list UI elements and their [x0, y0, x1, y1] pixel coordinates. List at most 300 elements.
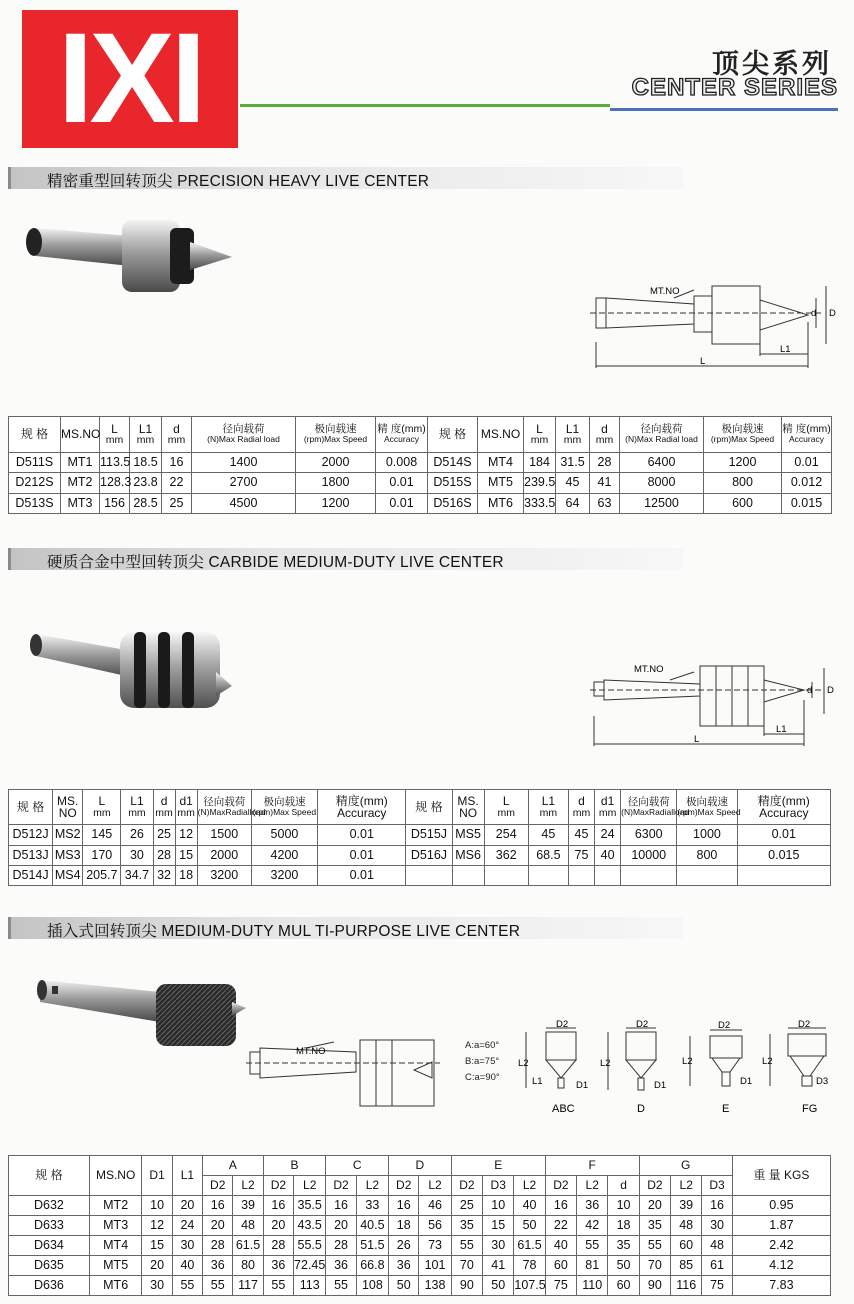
tip-fg-D2: D2 [798, 1019, 811, 1030]
header-spec: 规 格 [9, 417, 61, 453]
drawing-label-D: D [829, 308, 836, 319]
angle-label-b: B:a=75° [465, 1056, 500, 1067]
table-cell: 0.008 [376, 452, 428, 472]
table-cell: D513S [9, 493, 61, 513]
table-row [9, 1276, 831, 1296]
subheader-cell: d [608, 1176, 639, 1196]
subheader-cell: D2 [203, 1176, 233, 1196]
table-cell: 10 [483, 1196, 514, 1216]
header-L1: L1 mm [121, 790, 153, 825]
table-cell: 30 [172, 1236, 202, 1256]
table-cell: 26 [121, 825, 153, 845]
table-cell: 113 [294, 1276, 326, 1296]
tip-abc-D1: D1 [576, 1080, 589, 1091]
table-cell: 800 [677, 845, 737, 865]
table-cell: 60 [608, 1276, 639, 1296]
table-cell: 50 [389, 1276, 419, 1296]
table-cell: 75 [702, 1276, 732, 1296]
table-cell [528, 865, 568, 885]
table-cell: 20 [203, 1216, 233, 1236]
table-cell [737, 865, 830, 885]
table-cell: 24 [172, 1216, 202, 1236]
table-cell: 0.01 [318, 845, 406, 865]
header-group-a: A [203, 1156, 264, 1176]
table-row [9, 452, 832, 472]
tip-type-drawings [518, 1019, 848, 1122]
table-cell: 68.5 [528, 845, 568, 865]
table-cell: 3200 [251, 865, 317, 885]
tip-type-e: E [722, 1103, 730, 1115]
table-cell: 1200 [704, 452, 782, 472]
table-cell: MT1 [61, 452, 100, 472]
table-cell: 184 [524, 452, 556, 472]
table-cell: 55 [639, 1236, 670, 1256]
header-L-right: L mm [484, 790, 528, 825]
table-cell: 0.015 [782, 493, 832, 513]
table-cell: 12 [142, 1216, 172, 1236]
table-cell: MT2 [61, 473, 100, 493]
tip-d-L2: L2 [600, 1058, 611, 1069]
table-cell: 35 [639, 1216, 670, 1236]
table-cell: 12 [175, 825, 197, 845]
table-cell: 156 [100, 493, 130, 513]
carbide-medium-spec-table [8, 789, 831, 886]
table-cell: 108 [356, 1276, 388, 1296]
table-cell: 0.01 [737, 825, 830, 845]
table-cell: 0.01 [376, 473, 428, 493]
table-cell: MT3 [61, 493, 100, 513]
carbide-medium-center-drawing [590, 660, 840, 754]
table-cell: 45 [556, 473, 590, 493]
table-cell: 25 [451, 1196, 482, 1216]
subheader-cell: L2 [233, 1176, 263, 1196]
table-cell: 90 [639, 1276, 670, 1296]
table-cell: 75 [568, 845, 594, 865]
table-cell: 20 [142, 1256, 172, 1276]
table-cell: 1400 [192, 452, 296, 472]
header-L: L mm [100, 417, 130, 453]
table-cell: 73 [419, 1236, 451, 1256]
table-cell: 8000 [620, 473, 704, 493]
header-msno: MS.NO [89, 1156, 142, 1196]
section-title: 硬质合金中型回转顶尖 CARBIDE MEDIUM-DUTY LIVE CENTER [47, 554, 504, 571]
table-cell: 10 [608, 1196, 639, 1216]
table-cell: 15 [483, 1216, 514, 1236]
drawing-label-mt: MT.NO [650, 286, 680, 297]
table-cell: 55.5 [294, 1236, 326, 1256]
table-cell: 30 [142, 1276, 172, 1296]
header-spec-right: 规 格 [406, 790, 452, 825]
table-cell: 128.3 [100, 473, 130, 493]
drawing-label-d: d [807, 685, 813, 696]
table-cell: 239.5 [524, 473, 556, 493]
table-cell: D634 [9, 1236, 90, 1256]
table-cell: 72.45 [294, 1256, 326, 1276]
table-cell: 362 [484, 845, 528, 865]
table-cell: D515S [428, 473, 478, 493]
table-cell: 60 [671, 1236, 702, 1256]
table-cell: MT6 [478, 493, 524, 513]
table-cell: D636 [9, 1276, 90, 1296]
table-cell [568, 865, 594, 885]
table-cell: 6300 [621, 825, 677, 845]
header-D1: D1 [142, 1156, 172, 1196]
table-cell: 64 [556, 493, 590, 513]
table-cell: 26 [389, 1236, 419, 1256]
table-row [9, 1196, 831, 1216]
table-cell: 50 [483, 1276, 514, 1296]
header-msno-right: MS.NO [478, 417, 524, 453]
table-cell: 25 [153, 825, 175, 845]
header-group-b: B [263, 1156, 326, 1176]
table-cell: 18 [175, 865, 197, 885]
header-rule-green [240, 104, 610, 107]
subheader-cell: D3 [483, 1176, 514, 1196]
table-cell: 28 [263, 1236, 293, 1256]
table-cell: 30 [121, 845, 153, 865]
table-cell: D513J [9, 845, 53, 865]
drawing-label-L1: L1 [780, 344, 791, 355]
table-cell: 50 [608, 1256, 639, 1276]
table-cell: 28.5 [130, 493, 162, 513]
table-cell: 16 [389, 1196, 419, 1216]
precision-heavy-center-drawing [590, 282, 840, 380]
header-L1: L1 mm [130, 417, 162, 453]
subheader-cell: L2 [294, 1176, 326, 1196]
table-cell: 80 [233, 1256, 263, 1276]
table-cell: 16 [702, 1196, 732, 1216]
table-cell: 36 [203, 1256, 233, 1276]
carbide-medium-center-photo [26, 620, 236, 720]
table-cell: 48 [233, 1216, 263, 1236]
header-speed-right: 极向载速 (rpm)Max Speed [704, 417, 782, 453]
subheader-cell: L2 [671, 1176, 702, 1196]
table-cell: 48 [702, 1236, 732, 1256]
table-cell: 61.5 [514, 1236, 545, 1256]
table-cell: 40 [545, 1236, 576, 1256]
drawing-label-d: d [811, 308, 817, 319]
header-d-right: d mm [568, 790, 594, 825]
table-cell: 40 [514, 1196, 545, 1216]
table-cell: MS5 [452, 825, 484, 845]
table-cell: 15 [142, 1236, 172, 1256]
table-cell: 254 [484, 825, 528, 845]
table-cell: 2000 [197, 845, 251, 865]
table-cell: 4500 [192, 493, 296, 513]
table-cell: 800 [704, 473, 782, 493]
table-cell: 41 [483, 1256, 514, 1276]
tip-fg-D3: D3 [816, 1076, 829, 1087]
tip-e-D2: D2 [718, 1020, 731, 1031]
header-group-g: G [639, 1156, 732, 1176]
table-cell: 20 [639, 1196, 670, 1216]
tip-fg-L2: L2 [762, 1056, 773, 1067]
header-L-right: L mm [524, 417, 556, 453]
table-cell: D633 [9, 1216, 90, 1236]
header-spec-right: 规 格 [428, 417, 478, 453]
header-msno: MS.NO [61, 417, 100, 453]
table-cell [621, 865, 677, 885]
tip-type-d: D [637, 1103, 645, 1115]
header-accuracy: 精度(mm) Accuracy [318, 790, 406, 825]
table-cell: 18.5 [130, 452, 162, 472]
header-spec: 规 格 [9, 1156, 90, 1196]
section-bar-carbide-medium [8, 548, 683, 570]
multi-purpose-center-photo [36, 970, 251, 1060]
table-cell: 40 [172, 1256, 202, 1276]
subheader-cell: L2 [577, 1176, 608, 1196]
table-cell: 30 [483, 1236, 514, 1256]
table-cell: 0.015 [737, 845, 830, 865]
table-cell: 40 [595, 845, 621, 865]
table-cell: 0.012 [782, 473, 832, 493]
table-cell: 18 [389, 1216, 419, 1236]
table-cell: 39 [233, 1196, 263, 1216]
table-cell: 45 [568, 825, 594, 845]
table-cell: 45 [528, 825, 568, 845]
table-cell: 333.5 [524, 493, 556, 513]
table-cell: 2700 [192, 473, 296, 493]
table-cell: 1800 [296, 473, 376, 493]
table-cell: 36 [577, 1196, 608, 1216]
table-cell: D515J [406, 825, 452, 845]
table-cell: 101 [419, 1256, 451, 1276]
table-cell: D635 [9, 1256, 90, 1276]
header-L1-right: L1 mm [556, 417, 590, 453]
header-accuracy: 精 度(mm) Accuracy [376, 417, 428, 453]
table-cell: 5000 [251, 825, 317, 845]
table-group-header-row [9, 1156, 831, 1176]
table-cell: 61 [702, 1256, 732, 1276]
table-cell: 15 [175, 845, 197, 865]
table-cell: MT4 [89, 1236, 142, 1256]
drawing-label-mt: MT.NO [634, 664, 664, 675]
table-cell: 28 [203, 1236, 233, 1256]
table-cell: 2.42 [732, 1236, 830, 1256]
logo-text: IXI [57, 7, 203, 150]
table-cell: 20 [326, 1216, 356, 1236]
table-cell: 55 [203, 1276, 233, 1296]
table-cell: 35.5 [294, 1196, 326, 1216]
table-cell [452, 865, 484, 885]
table-cell: 32 [153, 865, 175, 885]
subheader-cell: D2 [263, 1176, 293, 1196]
table-cell: 20 [263, 1216, 293, 1236]
table-cell: 16 [203, 1196, 233, 1216]
table-cell: D512J [9, 825, 53, 845]
section-bar-precision-heavy [8, 167, 683, 189]
table-cell: 145 [83, 825, 121, 845]
table-cell: 36 [263, 1256, 293, 1276]
tip-e-L2: L2 [682, 1056, 693, 1067]
header-L: L mm [83, 790, 121, 825]
table-cell: MT3 [89, 1216, 142, 1236]
table-cell: 18 [608, 1216, 639, 1236]
table-cell: 116 [671, 1276, 702, 1296]
table-cell: 1200 [296, 493, 376, 513]
table-cell: MS2 [53, 825, 83, 845]
table-cell: 75 [545, 1276, 576, 1296]
table-cell: D516J [406, 845, 452, 865]
table-cell: 138 [419, 1276, 451, 1296]
subheader-cell: L2 [356, 1176, 388, 1196]
header-d: d mm [153, 790, 175, 825]
table-cell: 25 [162, 493, 192, 513]
header-d1: d1 mm [175, 790, 197, 825]
table-cell: 30 [702, 1216, 732, 1236]
multi-purpose-center-drawing [246, 1032, 442, 1114]
header-group-d: D [389, 1156, 452, 1176]
subheader-cell: L2 [514, 1176, 545, 1196]
table-cell: 6400 [620, 452, 704, 472]
tip-d-D1: D1 [654, 1080, 667, 1091]
series-title-cn: 顶尖系列 [712, 49, 832, 80]
table-cell: 170 [83, 845, 121, 865]
drawing-label-D: D [827, 685, 834, 696]
table-cell: 48 [671, 1216, 702, 1236]
header-weight: 重 量 KGS [732, 1156, 830, 1196]
table-cell: 0.01 [318, 865, 406, 885]
table-row [9, 493, 832, 513]
table-cell: 12500 [620, 493, 704, 513]
table-cell: 113.5 [100, 452, 130, 472]
subheader-cell: D2 [326, 1176, 356, 1196]
company-logo [22, 7, 238, 150]
table-header-row [9, 790, 831, 825]
table-cell: 10 [142, 1196, 172, 1216]
table-cell: 56 [419, 1216, 451, 1236]
table-cell: D514J [9, 865, 53, 885]
table-cell: MT4 [478, 452, 524, 472]
table-cell: 23.8 [130, 473, 162, 493]
table-cell: 16 [263, 1196, 293, 1216]
header-accuracy-right: 精 度(mm) Accuracy [782, 417, 832, 453]
table-cell: 22 [545, 1216, 576, 1236]
section-title: 插入式回转顶尖 MEDIUM-DUTY MUL TI-PURPOSE LIVE CENTER [47, 923, 521, 940]
table-cell: 33 [356, 1196, 388, 1216]
table-cell: 50 [514, 1216, 545, 1236]
table-cell: 41 [590, 473, 620, 493]
table-cell: 16 [162, 452, 192, 472]
tip-abc-L2: L2 [518, 1058, 529, 1069]
table-header-row [9, 417, 832, 453]
table-cell: 42 [577, 1216, 608, 1236]
table-cell: 205.7 [83, 865, 121, 885]
header-msno-right: MS. NO [452, 790, 484, 825]
table-cell: 35 [451, 1216, 482, 1236]
table-cell: 34.7 [121, 865, 153, 885]
table-cell: MS3 [53, 845, 83, 865]
precision-heavy-spec-table [8, 416, 832, 514]
table-row [9, 473, 832, 493]
table-cell: 10000 [621, 845, 677, 865]
table-cell [406, 865, 452, 885]
table-cell: 28 [590, 452, 620, 472]
table-row [9, 865, 831, 885]
table-cell: 36 [326, 1256, 356, 1276]
header-radial-right: 径向载荷 (N)MaxRadialload [621, 790, 677, 825]
table-cell: 20 [172, 1196, 202, 1216]
drawing-label-mt: MT.NO [296, 1046, 326, 1057]
table-cell: 63 [590, 493, 620, 513]
header-rule-blue [610, 108, 838, 111]
table-cell: 40.5 [356, 1216, 388, 1236]
subheader-cell: D2 [389, 1176, 419, 1196]
table-cell: 16 [545, 1196, 576, 1216]
table-cell: 28 [153, 845, 175, 865]
angle-label-a: A:a=60° [465, 1040, 500, 1051]
table-row [9, 825, 831, 845]
table-cell: 1500 [197, 825, 251, 845]
header-L1-right: L1 mm [528, 790, 568, 825]
table-cell: 55 [326, 1276, 356, 1296]
header-L1: L1 [172, 1156, 202, 1196]
header-d1-right: d1 mm [595, 790, 621, 825]
header-group-c: C [326, 1156, 389, 1176]
table-cell: 7.83 [732, 1276, 830, 1296]
table-cell: 22 [162, 473, 192, 493]
header-accuracy-right: 精度(mm) Accuracy [737, 790, 830, 825]
drawing-label-L: L [700, 356, 706, 367]
subheader-cell: D2 [545, 1176, 576, 1196]
table-cell: 0.01 [318, 825, 406, 845]
section-title: 精密重型回转顶尖 PRECISION HEAVY LIVE CENTER [47, 173, 430, 190]
table-cell: D516S [428, 493, 478, 513]
table-cell: 16 [326, 1196, 356, 1216]
table-row [9, 1236, 831, 1256]
precision-heavy-center-photo [20, 210, 220, 305]
table-cell: 46 [419, 1196, 451, 1216]
table-cell: 36 [389, 1256, 419, 1276]
header-group-e: E [451, 1156, 545, 1176]
table-cell: 60 [545, 1256, 576, 1276]
table-cell: MS4 [53, 865, 83, 885]
section-bar-multi-purpose [8, 917, 683, 939]
table-cell: 55 [263, 1276, 293, 1296]
table-cell: 110 [577, 1276, 608, 1296]
drawing-label-L1: L1 [776, 724, 787, 735]
header-speed: 极向载速 (rpm)Max Speed [251, 790, 317, 825]
header-speed: 极向载速 (rpm)Max Speed [296, 417, 376, 453]
table-cell: D514S [428, 452, 478, 472]
table-cell: 31.5 [556, 452, 590, 472]
table-cell: 1.87 [732, 1216, 830, 1236]
header-radial: 径向载荷 (N)Max Radial load [192, 417, 296, 453]
header-d: d mm [162, 417, 192, 453]
tip-abc-L1: L1 [532, 1076, 543, 1087]
table-cell [677, 865, 737, 885]
table-cell: 70 [451, 1256, 482, 1276]
table-cell: 0.95 [732, 1196, 830, 1216]
table-cell [595, 865, 621, 885]
table-row [9, 1256, 831, 1276]
table-cell: 3200 [197, 865, 251, 885]
header-speed-right: 极向载速 (rpm)Max Speed [677, 790, 737, 825]
table-cell: 0.01 [376, 493, 428, 513]
table-cell: 0.01 [782, 452, 832, 472]
table-cell: 81 [577, 1256, 608, 1276]
table-cell: 85 [671, 1256, 702, 1276]
subheader-cell: D2 [451, 1176, 482, 1196]
table-cell: 43.5 [294, 1216, 326, 1236]
table-cell: D511S [9, 452, 61, 472]
series-title-en: CENTER SERIES [631, 74, 838, 101]
header-d-right: d mm [590, 417, 620, 453]
angle-label-c: C:a=90° [465, 1072, 500, 1083]
tip-d-D2: D2 [636, 1019, 649, 1030]
table-cell: 107.5 [514, 1276, 545, 1296]
table-cell: 61.5 [233, 1236, 263, 1256]
